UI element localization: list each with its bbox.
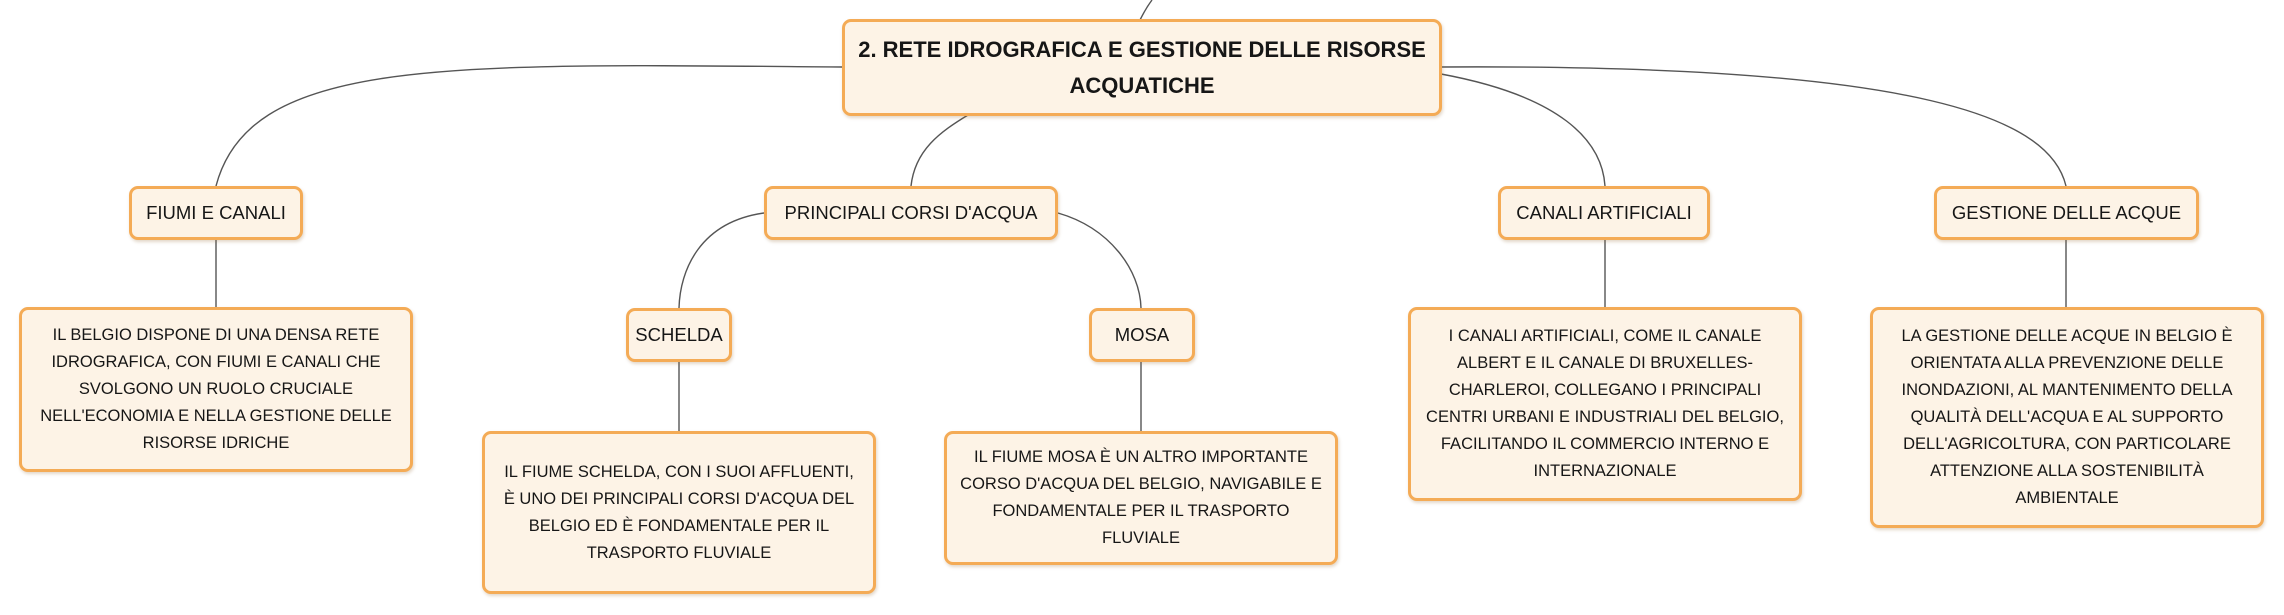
leaf-schelda-text[interactable] bbox=[482, 431, 876, 594]
root-topic-label: 2. RETE IDROGRAFICA E GESTIONE DELLE RISORSE ACQUATICHE bbox=[858, 36, 1426, 98]
connector-root-fiumi bbox=[216, 66, 842, 186]
subbranch-schelda[interactable] bbox=[626, 308, 732, 362]
leaf-gestione-delle-acque-label: LA GESTIONE DELLE ACQUE IN BELGIO È ORIENTATA ALLA PREVENZIONE DELLE INONDAZIONI, AL MANTENIMENTO DELLA QUALITÀ DELL'ACQUA E AL SUPPORTO DELL'AGRICOLTURA, CON PARTICOLARE ATTENZIONE ALLA SOSTENIBILITÀ AMBIENTALE bbox=[1901, 327, 2233, 507]
connector-principali-mosa bbox=[1058, 213, 1141, 308]
leaf-canali-artificiali-text[interactable] bbox=[1408, 307, 1802, 501]
subbranch-schelda-label: SCHELDA bbox=[635, 324, 723, 345]
branch-fiumi-e-canali[interactable] bbox=[129, 186, 303, 240]
branch-principali-corsi-d-acqua-label: PRINCIPALI CORSI D'ACQUA bbox=[784, 202, 1038, 223]
root-topic[interactable] bbox=[842, 19, 1442, 116]
leaf-fiumi-e-canali-text[interactable] bbox=[19, 307, 413, 472]
leaf-canali-artificiali-label: I CANALI ARTIFICIALI, COME IL CANALE ALBERT E IL CANALE DI BRUXELLES-CHARLEROI, COLLEGANO I PRINCIPALI CENTRI URBANI E INDUSTRIALI DEL BELGIO, FACILITANDO IL COMMERCIO INTERNO E INTERNAZIONALE bbox=[1426, 327, 1784, 480]
connector-root-gestione bbox=[1441, 67, 2066, 186]
subbranch-mosa-label: MOSA bbox=[1114, 324, 1170, 345]
connector-root-parent bbox=[1140, 0, 1152, 20]
branch-gestione-delle-acque-label: GESTIONE DELLE ACQUE bbox=[1951, 202, 2182, 223]
branch-gestione-delle-acque[interactable] bbox=[1934, 186, 2199, 240]
branch-canali-artificiali-label: CANALI ARTIFICIALI bbox=[1516, 202, 1692, 223]
leaf-mosa-text[interactable] bbox=[944, 431, 1338, 565]
leaf-schelda-label: IL FIUME SCHELDA, CON I SUOI AFFLUENTI, È UNO DEI PRINCIPALI CORSI D'ACQUA DEL BELGIO ED È FONDAMENTALE PER IL TRASPORTO FLUVIALE bbox=[503, 462, 855, 562]
branch-fiumi-e-canali-label: FIUMI E CANALI bbox=[146, 202, 286, 223]
branch-canali-artificiali[interactable] bbox=[1498, 186, 1710, 240]
connector-root-canali bbox=[1441, 74, 1605, 186]
branch-principali-corsi-d-acqua[interactable] bbox=[764, 186, 1058, 240]
leaf-mosa-label: IL FIUME MOSA È UN ALTRO IMPORTANTE CORSO D'ACQUA DEL BELGIO, NAVIGABILE E FONDAMENTALE PER IL TRASPORTO FLUVIALE bbox=[960, 448, 1322, 547]
connector-principali-schelda bbox=[679, 213, 764, 308]
leaf-fiumi-e-canali-label: IL BELGIO DISPONE DI UNA DENSA RETE IDROGRAFICA, CON FIUMI E CANALI CHE SVOLGONO UN RUOLO CRUCIALE NELL'ECONOMIA E NELLA GESTIONE DELLE RISORSE IDRICHE bbox=[40, 326, 392, 452]
leaf-gestione-delle-acque-text[interactable] bbox=[1870, 307, 2264, 528]
subbranch-mosa[interactable] bbox=[1089, 308, 1195, 362]
connector-root-principali bbox=[911, 115, 968, 186]
